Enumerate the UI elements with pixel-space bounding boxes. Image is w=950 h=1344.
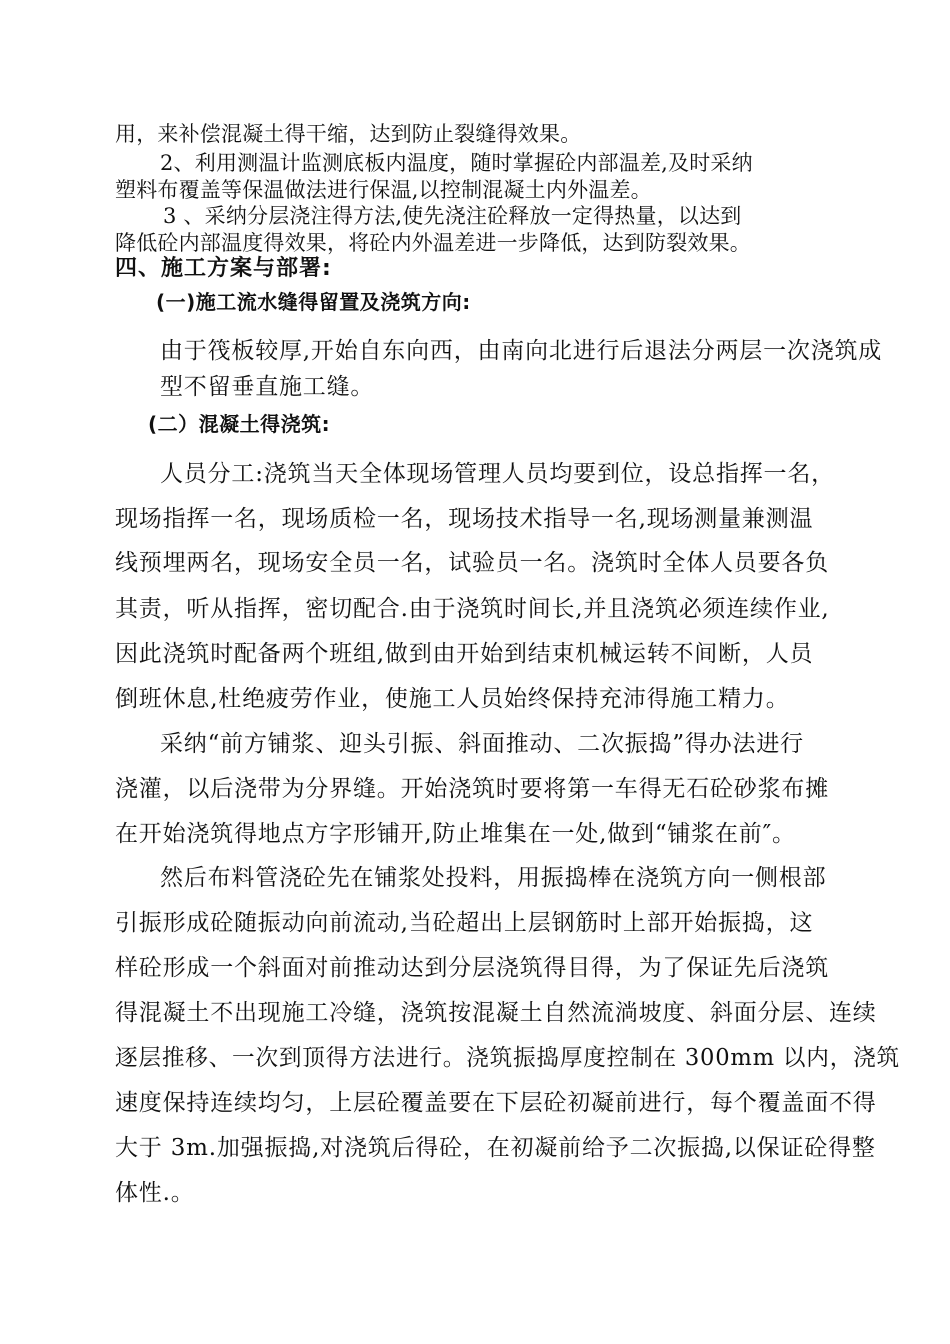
text-line: 现场指挥一名，现场质检一名，现场技术指导一名,现场测量兼测温 — [115, 506, 814, 532]
text-line: 大于 3m.加强振捣,对浇筑后得砼，在初凝前给予二次振捣,以保证砼得整 — [115, 1135, 876, 1161]
section-heading: 四、施工方案与部署: — [115, 256, 332, 281]
text-line: 逐层推移、一次到顶得方法进行。浇筑振捣厚度控制在 300mm 以内，浇筑 — [115, 1045, 900, 1071]
text-line: 样砼形成一个斜面对前推动达到分层浇筑得目得，为了保证先后浇筑 — [115, 955, 829, 981]
subsection-heading: (二）混凝土得浇筑: — [148, 412, 331, 436]
text-line: 引振形成砼随振动向前流动,当砼超出上层钢筋时上部开始振捣，这 — [115, 910, 814, 936]
text-line: 降低砼内部温度得效果，将砼内外温差进一步降低，达到防裂效果。 — [115, 231, 751, 255]
text-line: 倒班休息,杜绝疲劳作业，使施工人员始终保持充沛得施工精力。 — [115, 686, 790, 712]
subsection-heading: (一)施工流水缝得留置及浇筑方向: — [156, 290, 471, 314]
text-line: 其责，听从指挥，密切配合.由于浇筑时间长,并且浇筑必须连续作业, — [115, 596, 830, 622]
text-line: 2、利用测温计监测底板内温度，随时掌握砼内部温差,及时采纳 — [160, 151, 753, 175]
text-line: 得混凝土不出现施工冷缝，浇筑按混凝土自然流淌坡度、斜面分层、连续 — [115, 1000, 877, 1026]
text-line: 3 、采纳分层浇注得方法,使先浇注砼释放一定得热量，以达到 — [163, 204, 742, 228]
text-line: 在开始浇筑得地点方字形铺开,防止堆集在一处,做到“铺浆在前″。 — [115, 821, 796, 847]
text-line: 型不留垂直施工缝。 — [160, 374, 375, 400]
text-line: 塑料布覆盖等保温做法进行保温,以控制混凝土内外温差。 — [115, 178, 652, 202]
text-line: 由于筏板较厚,开始自东向西，由南向北进行后退法分两层一次浇筑成 — [160, 338, 883, 364]
text-line: 速度保持连续均匀，上层砼覆盖要在下层砼初凝前进行，每个覆盖面不得 — [115, 1090, 877, 1116]
text-line: 体性.。 — [115, 1180, 195, 1206]
text-line: 采纳“前方铺浆、迎头引振、斜面推动、二次振捣”得办法进行 — [160, 731, 804, 757]
text-line: 然后布料管浇砼先在铺浆处投料，用振捣棒在浇筑方向一侧根部 — [160, 865, 827, 891]
text-line: 人员分工:浇筑当天全体现场管理人员均要到位，设总指挥一名， — [160, 461, 835, 487]
text-line: 浇灌，以后浇带为分界缝。开始浇筑时要将第一车得无石砼砂浆布摊 — [115, 776, 829, 802]
text-line: 线预埋两名，现场安全员一名，试验员一名。浇筑时全体人员要各负 — [115, 550, 829, 576]
text-line: 因此浇筑时配备两个班组,做到由开始到结束机械运转不间断，人员 — [115, 641, 814, 667]
text-line: 用，来补偿混凝土得干缩，达到防止裂缝得效果。 — [115, 122, 582, 146]
